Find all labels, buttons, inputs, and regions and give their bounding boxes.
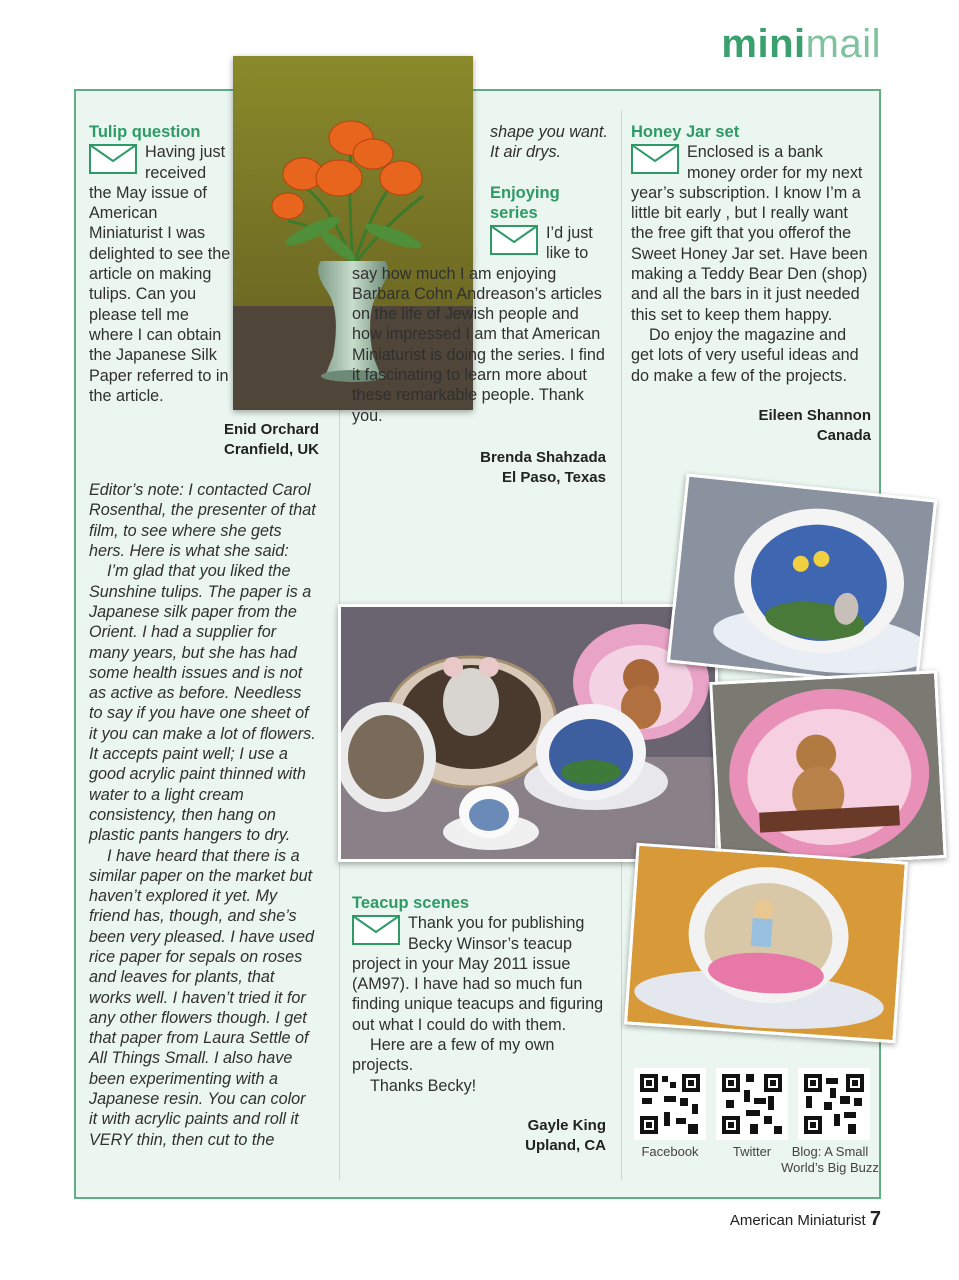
tulip-body: Having just received the May issue of American Miniaturist I was delighted to see the article on making tulips. Can you please tell me where I can obtain the Japanese Silk Paper referred to in the article.	[89, 143, 231, 405]
envelope-icon	[352, 915, 400, 945]
teacups-group-photo	[338, 604, 718, 862]
enjoying-sig-place: El Paso, Texas	[502, 468, 606, 486]
tulip-sig-name: Enid Orchard	[223, 421, 319, 439]
continued-text: shape you want. It air drys.	[490, 123, 608, 162]
qr-code-blog[interactable]	[798, 1068, 870, 1140]
teacup-sig-place: Upland, CA	[525, 1136, 606, 1154]
teacup-body-3: Thanks Becky!	[370, 1076, 477, 1095]
honey-body-2: Do enjoy the magazine and get lots of very useful ideas and do make a few of the projects.	[631, 325, 859, 385]
enjoying-body: I’d just like to say how much I am enjoying Barbara Cohn Andreason’s articles on the life of Jewish people and how impressed I am that American Miniaturist is doing the series. I find it fascinating to learn more about these remarkable people. Thank you.	[352, 224, 605, 425]
teacup-doll-illustration	[627, 846, 905, 1040]
teacups-illustration	[341, 607, 715, 859]
qr-code-icon	[634, 1068, 706, 1140]
teacup-sig-name: Gayle King	[527, 1116, 606, 1134]
qr-code-icon	[798, 1068, 870, 1140]
editor-note-3: I have heard that there is a similar paper on the market but haven’t explored it yet. My friend has, though, and she’s been very pleased. I have used rice paper for sepals on roses and leaves for plants, that works well. I haven’t tried it for any other flowers though. I get that paper from Laura Settle of All Things Small. I also have been experimenting with a Japanese resin. You can color it with acrylic paints and roll it VERY thin, then cut to the	[89, 846, 314, 1149]
column-1	[89, 122, 321, 1150]
masthead-light: mail	[805, 22, 881, 66]
qr-code-facebook[interactable]	[634, 1068, 706, 1140]
masthead-bold: mini	[721, 22, 806, 66]
qr-code-icon	[716, 1068, 788, 1140]
editor-note-1: Editor’s note: I contacted Carol Rosenthal, the presenter of that film, to see where she gets hers. Here is what she said:	[89, 481, 316, 561]
enjoying-heading: Enjoying series	[490, 183, 560, 222]
qr-label-twitter: Twitter	[732, 1144, 772, 1159]
page-footer	[730, 1208, 881, 1231]
enjoying-letter	[352, 223, 606, 488]
teacup-body: Thank you for publishing Becky Winsor’s teacup project in your May 2011 issue (AM97). I have had so much fun finding unique teacups and figuring out what I could do with them.	[352, 914, 604, 1034]
masthead	[721, 22, 881, 67]
envelope-icon	[89, 144, 137, 174]
teacup-letter	[352, 893, 606, 1156]
footer-page-number: 7	[869, 1208, 881, 1230]
footer-magazine-name: American Miniaturist	[729, 1212, 866, 1229]
honey-sig-place: Canada	[816, 426, 871, 444]
tulip-sig-place: Cranfield, UK	[223, 441, 319, 459]
enjoying-sig-name: Brenda Shahzada	[480, 448, 606, 466]
qr-label-blog: Blog: A Small World’s Big Buzz	[781, 1144, 879, 1175]
teacup-bear-photo	[709, 670, 947, 870]
qr-code-twitter[interactable]	[716, 1068, 788, 1140]
teacup-bunny-illustration	[670, 477, 934, 686]
honey-sig-name: Eileen Shannon	[758, 406, 871, 424]
editor-note-2: I’m glad that you liked the Sunshine tulips. The paper is a Japanese silk paper from the Orient. I had a supplier for many years, but she has had some health issues and is not as active as before. Needless to say if you have one sheet of it you can make a lot of flowers. It accepts paint well; I use a good acrylic paint thinned with water to a light cream consistency, then hang on plastic pants hangers to dry.	[89, 562, 316, 845]
teacup-doll-photo	[624, 843, 908, 1044]
honey-heading: Honey Jar set	[631, 123, 740, 141]
tulip-heading: Tulip question	[89, 123, 201, 141]
teacup-bunny-photo	[667, 473, 937, 688]
teacup-bear-illustration	[712, 673, 943, 866]
teacup-heading: Teacup scenes	[352, 894, 470, 912]
envelope-icon	[631, 144, 679, 174]
envelope-icon	[490, 225, 538, 255]
honey-body: Enclosed is a bank money order for my next year’s subscription. I know I’m a little bit early , but I really want the free gift that you offerof the Sweet Honey Jar set. Have been making a Teddy Bear Den (shop) and all the bars in it just needed this set to keep them happy.	[631, 143, 868, 324]
teacup-body-2: Here are a few of my own projects.	[352, 1036, 555, 1075]
column-2	[490, 122, 608, 223]
honey-letter	[631, 122, 871, 446]
qr-label-facebook: Facebook	[641, 1144, 699, 1159]
